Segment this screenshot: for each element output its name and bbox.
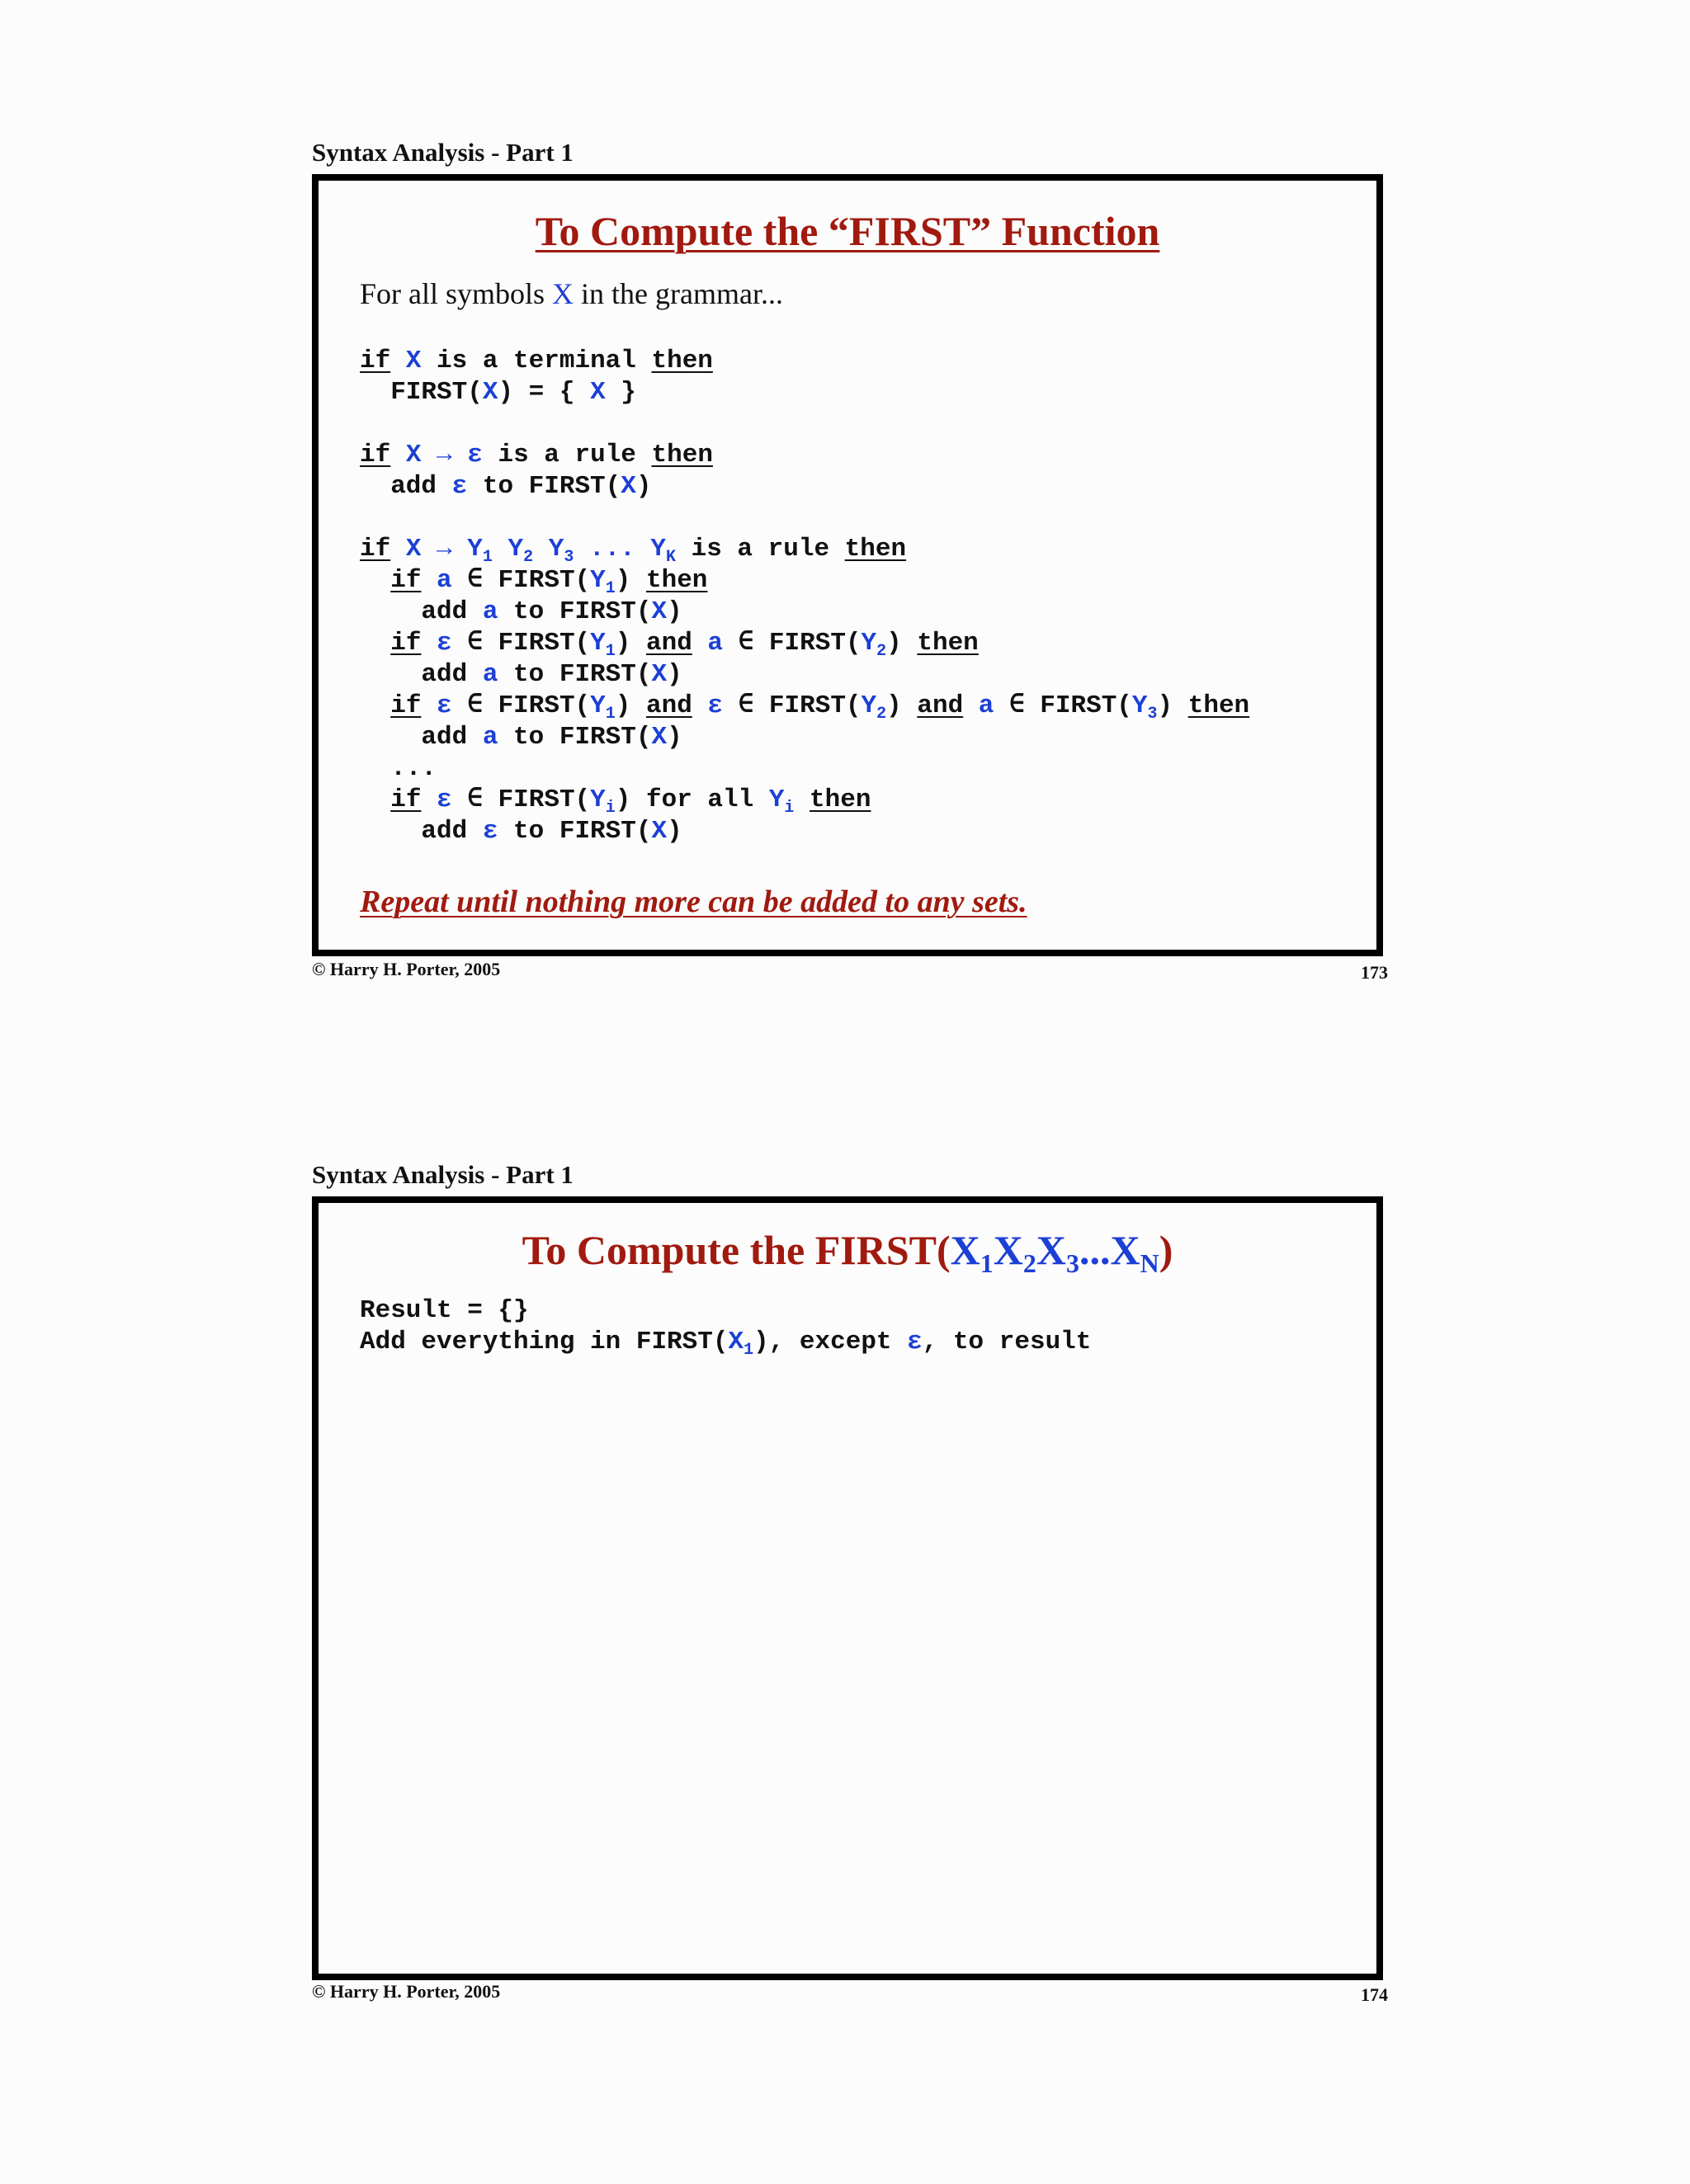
slide1-title: To Compute the “FIRST” Function	[535, 208, 1160, 254]
code-line: add a to FIRST(X)	[360, 660, 682, 689]
slide2-page-number: 174	[1361, 1984, 1388, 2005]
code-line: add a to FIRST(X)	[360, 723, 682, 752]
slide1-intro: For all symbols X in the grammar...	[360, 277, 783, 310]
slide2-frame	[312, 1196, 1383, 1980]
code-line: Result = {}	[360, 1296, 529, 1325]
code-line: if ε ∈ $FIRST(Y_1)$ and ε ∈ $FIRST(Y_2)$ and a ∈ $FIRST(Y_3)$ then	[390, 691, 1250, 724]
code-line: add a to FIRST(X)	[360, 597, 682, 626]
code-line: if ε ∈ $FIRST(Y_i)$ for all $Y_i$ then	[390, 785, 871, 818]
slide2-copyright: © Harry H. Porter, 2005	[312, 1981, 501, 2002]
code-line: add ε to FIRST(X)	[360, 817, 682, 846]
slide1-copyright: © Harry H. Porter, 2005	[312, 959, 501, 979]
code-line: Add everything in $FIRST(X_1)$, except ε, to result	[360, 1328, 1092, 1360]
code-line: ...	[360, 754, 437, 783]
slide2-header: Syntax Analysis - Part 1	[312, 1160, 574, 1189]
first-sequence-code	[360, 1295, 1091, 1358]
code-line: FIRST(X) = { X }	[360, 378, 636, 407]
repeat-note: Repeat until nothing more can be added to any sets.	[360, 884, 1027, 919]
code-line: if X → ε is a rule then	[360, 441, 713, 469]
code-line: if $X \to Y_1$ $Y_2$ $Y_3$ ... $Y_K$ is a rule then	[360, 535, 907, 567]
code-line: add ε to FIRST(X)	[360, 472, 652, 501]
code-line: if X is a terminal then	[360, 347, 713, 375]
first-algorithm-code	[360, 346, 1249, 847]
slide2-title: To Compute the $FIRST(X_1X_2X_3...X_N)$	[522, 1227, 1173, 1278]
slide1-frame	[312, 174, 1383, 956]
slide1-header: Syntax Analysis - Part 1	[312, 138, 574, 167]
slide1-page-number: 173	[1361, 962, 1388, 983]
code-line: if ε ∈ $FIRST(Y_1)$ and a ∈ $FIRST(Y_2)$ then	[390, 629, 979, 661]
code-line: if a ∈ $FIRST(Y_1)$ then	[390, 566, 708, 598]
